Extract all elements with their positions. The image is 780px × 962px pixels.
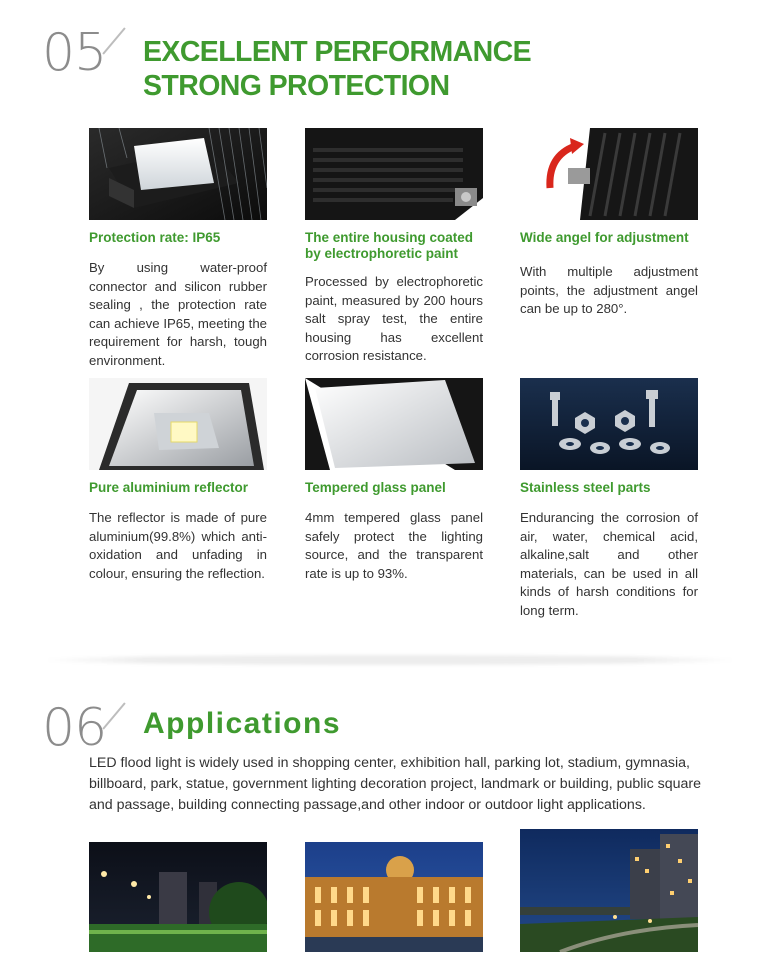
feature-title: Wide angel for adjustment — [520, 230, 689, 245]
application-image-palace — [305, 842, 483, 952]
feature-description: The reflector is made of pure aluminium(99.8%) which anti-oxidation and unfading in colour, ensuring the reflection. — [89, 510, 267, 581]
feature-housing-coating — [305, 128, 483, 366]
feature-description: Processed by electrophoretic paint, measured by 200 hours salt spray test, the entire housing has excellent corrosion resistance. — [305, 274, 483, 364]
section-title: Applications — [143, 707, 342, 740]
feature-description: With multiple adjustment points, the adjustment angel can be up to 280°. — [520, 264, 698, 317]
section-title-line-2: STRONG PROTECTION — [143, 70, 450, 102]
feature-image-bracket-rotation — [520, 128, 698, 220]
feature-image-glass-panel — [305, 378, 483, 470]
feature-title: Stainless steel parts — [520, 480, 651, 495]
section-title-line-1: EXCELLENT PERFORMANCE — [143, 36, 532, 68]
feature-aluminium-reflector — [89, 378, 267, 583]
feature-stainless-steel — [520, 378, 698, 621]
feature-tempered-glass — [305, 378, 483, 583]
feature-description: By using water-proof connector and silicon rubber sealing , the protection rate can achieve IP65, meeting the requirement for harsh, tough environment. — [89, 260, 267, 368]
applications-description: LED flood light is widely used in shopping center, exhibition hall, parking lot, stadium, gymnasia, billboard, park, statue, government lighting decoration project, landmark or building, public square and passage, building connecting passage,and other indoor or outdoor light applications. — [89, 755, 701, 813]
feature-title: Pure aluminium reflector — [89, 480, 249, 495]
application-image-waterfront — [520, 829, 698, 952]
feature-image-screws-nuts — [520, 378, 698, 470]
feature-image-water-spray — [89, 128, 267, 220]
feature-description: 4mm tempered glass panel safely protect the lighting source, and the transparent rate is up to 93%. — [305, 510, 483, 581]
feature-title: Tempered glass panel — [305, 480, 446, 495]
feature-title: Protection rate: IP65 — [89, 230, 221, 245]
section-divider — [40, 655, 740, 665]
section-title — [143, 35, 531, 103]
section-number: 06 — [42, 698, 107, 758]
feature-title: The entire housing coated by electrophoretic paint — [305, 230, 474, 261]
application-image-stadium — [89, 842, 267, 952]
feature-protection-rate — [89, 128, 267, 371]
feature-adjustment-angle — [520, 128, 698, 319]
feature-image-heat-sink — [305, 128, 483, 220]
section-number: 05 — [42, 23, 107, 83]
feature-description: Endurancing the corrosion of air, water, chemical acid, alkaline,salt and other materials, can be used in all kinds of harsh conditions for long term. — [520, 510, 698, 618]
feature-image-reflector — [89, 378, 267, 470]
